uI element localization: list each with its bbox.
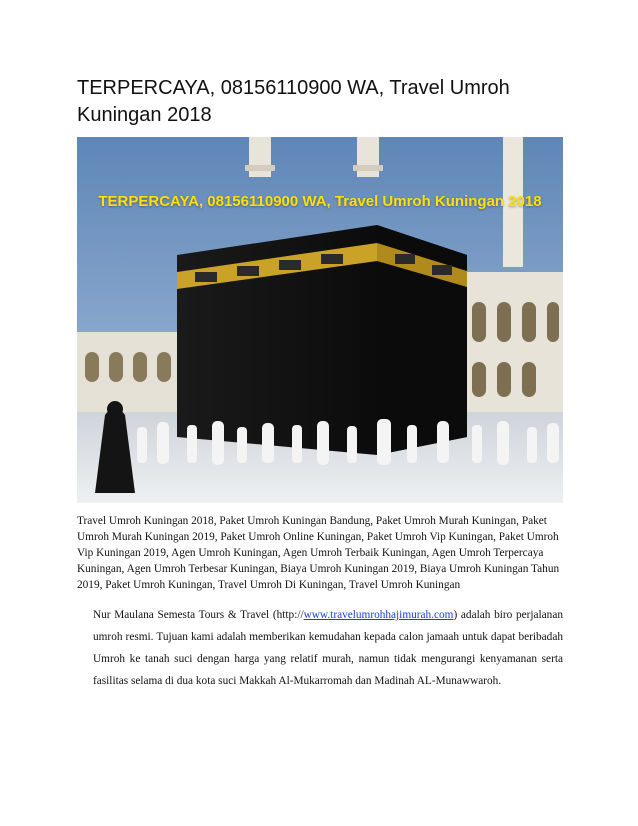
website-link[interactable]: www.travelumrohhajimurah.com	[303, 609, 454, 621]
intro-text-end: ) adalah biro perjalanan umroh resmi. Tujuan kami adalah memberikan kemudahan kepada calon jamaah untuk dapat beribadah Umroh ke tanah suci dengan harga yang relatif murah, namun tidak mengurangi kenyamanan serta fasilitas selama di dua kota suci Makkah Al-Mukarromah dan Madinah AL-Munawwaroh.	[93, 609, 563, 687]
hero-image	[77, 137, 563, 503]
intro-paragraph	[93, 604, 563, 692]
kaaba-illustration	[77, 137, 563, 503]
page-title: TERPERCAYA, 08156110900 WA, Travel Umroh Kuningan 2018	[77, 77, 510, 126]
keyword-paragraph: Travel Umroh Kuningan 2018, Paket Umroh Kuningan Bandung, Paket Umroh Murah Kuningan, Paket Umroh Murah Kuningan 2019, Paket Umroh Online Kuningan, Paket Umroh Vip Kuningan, Paket Umroh Vip Kuningan 2019, Agen Umroh Kuningan, Agen Umroh Terbaik Kuningan, Agen Umroh Terpercaya Kuningan, Agen Umroh Terbesar Kuningan, Biaya Umroh Kuningan 2019, Biaya Umroh Kuningan Tahun 2019, Paket Umroh Kuningan, Travel Umroh Di Kuningan, Travel Umroh Kuningan	[77, 515, 560, 591]
hero-caption: TERPERCAYA, 08156110900 WA, Travel Umroh Kuningan 2018	[98, 193, 542, 210]
intro-text-start: Nur Maulana Semesta Tours & Travel (http://	[93, 609, 304, 621]
